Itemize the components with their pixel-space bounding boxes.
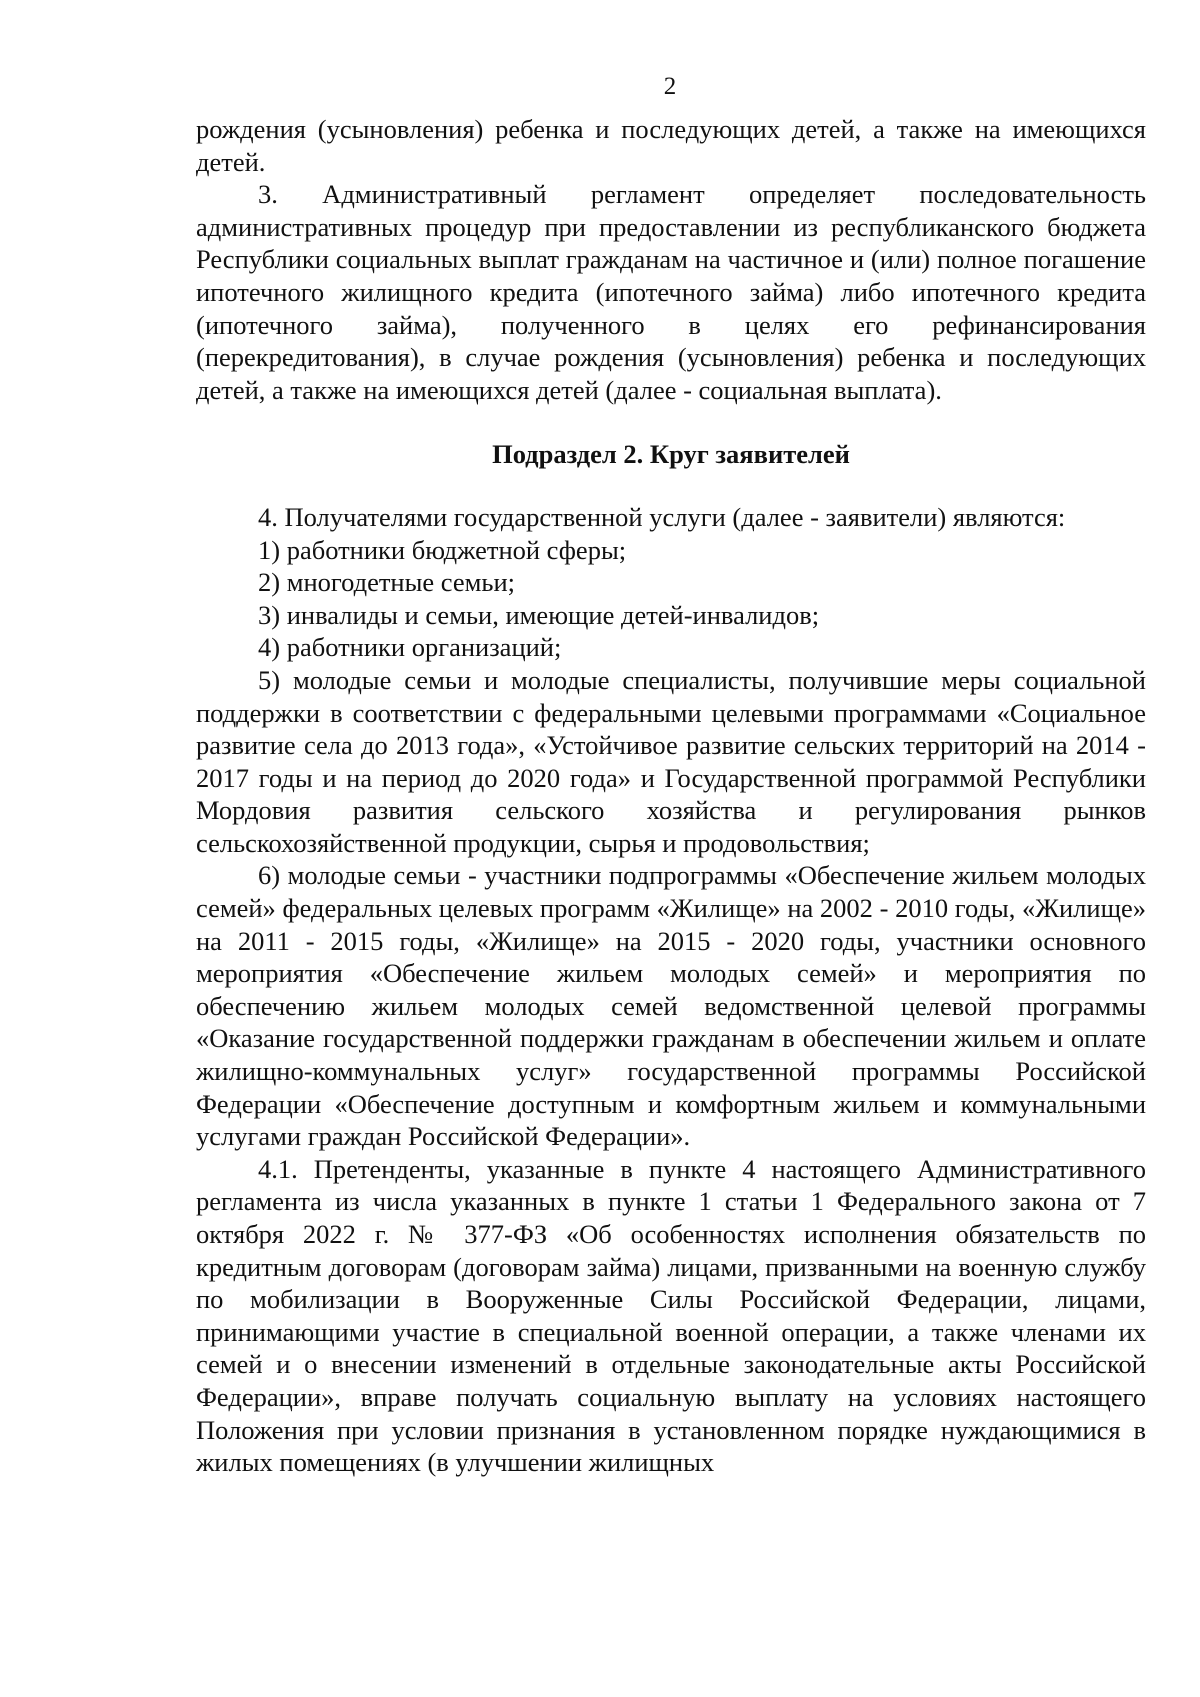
list-item-5: 5) молодые семьи и молодые специалисты, получившие меры социальной поддержки в соответствии с федеральными целевыми программами «Социальное развитие села до 2013 года», «Устойчивое развитие сельских территорий на 2014 - 2017 годы и на период до 2020 года» и Государственной программой Республики Мордовия развития сельского хозяйства и регулирования рынков сельскохозяйственной продукции, сырья и продовольствия; [196,664,1146,858]
list-item-6: 6) молодые семьи - участники подпрограммы «Обеспечение жильем молодых семей» федеральных целевых программ «Жилище» на 2002 - 2010 годы, «Жилище» на 2011 - 2015 годы, «Жилище» на 2015 - 2020 годы, участники основного мероприятия «Обеспечение жильем молодых семей» и мероприятия по обеспечению жильем молодых семей ведомственной целевой программы «Оказание государственной поддержки гражданам в обеспечении жильем и оплате жилищно-коммунальных услуг» государственной программы Российской Федерации «Обеспечение доступным и комфортным жильем и коммунальными услугами граждан Российской Федерации». [196,860,1146,1152]
list-item-3: 3) инвалиды и семьи, имеющие детей-инвалидов; [258,599,820,630]
list-item-1: 1) работники бюджетной сферы; [258,534,627,565]
page-number: 2 [663,73,677,100]
paragraph-4-1-candidates: 4.1. Претенденты, указанные в пункте 4 настоящего Административного регламента из числа указанных в пункте 1 статьи 1 Федерального закона от 7 октября 2022 г. № 377-ФЗ «Об особенностях исполнения обязательств по кредитным договорам (договорам займа) лицами, призванными на военную службу по мобилизации в Вооруженные Силы Российской Федерации, лицами, принимающими участие в специальной военной операции, а также членами их семей и о внесении изменений в отдельные законодательные акты Российской Федерации», вправе получать социальную выплату на условиях настоящего Положения при условии признания в установленном порядке нуждающимися в жилых помещениях (в улучшении жилищных [196,1153,1146,1478]
list-item-4: 4) работники организаций; [258,632,562,663]
document-body [196,113,1146,1479]
list-item-2: 2) многодетные семьи; [258,567,516,598]
paragraph-3-regulation-scope: 3. Административный регламент определяет последовательность административных процедур при предоставлении из республиканского бюджета Республики социальных выплат гражданам на частичное и (или) полное погашение ипотечного жилищного кредита (ипотечного займа) либо ипотечного кредита (ипотечного займа), полученного в целях его рефинансирования (перекредитования), в случае рождения (усыновления) ребенка и последующих детей, а также на имеющихся детей (далее - социальная выплата). [196,179,1146,405]
section-heading: Подраздел 2. Круг заявителей [492,439,850,470]
paragraph-4-applicants: 4. Получателями государственной услуги (далее - заявители) являются: [258,501,1066,532]
paragraph-intro-continuation: рождения (усыновления) ребенка и последующих детей, а также на имеющихся детей. [196,114,1146,177]
